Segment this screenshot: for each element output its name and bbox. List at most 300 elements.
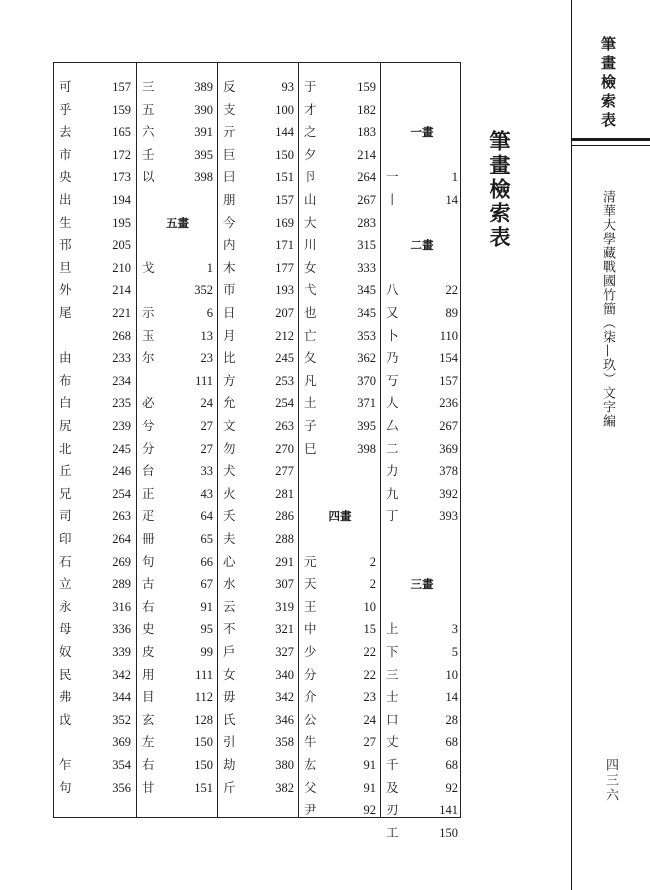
entry-character: 刃 [386,802,399,818]
entry-character: 尻 [59,418,72,433]
entry-character: 永 [59,598,72,614]
entry-character: 一 [386,169,399,185]
entry-page-number: 150 [439,825,458,840]
entry-character: 上 [386,621,399,637]
entry-character: 文 [223,418,236,433]
entry-character: 奴 [59,644,72,659]
entry-character: 三 [386,666,399,682]
entry-page-number: 398 [357,441,376,456]
index-entry [54,370,136,393]
entry-page-number: 2 [369,577,376,592]
entry-character: 厶 [386,418,399,433]
index-entry [54,551,136,574]
entry-page-number: 333 [357,260,376,275]
entry-page-number: 269 [112,554,131,569]
index-entry [381,325,463,348]
entry-character: 介 [304,689,317,705]
entry-page-number: 378 [439,464,458,479]
index-entry [137,302,218,325]
entry-page-number: 5 [451,645,458,659]
entry-page-number: 172 [112,147,131,162]
index-entry [137,505,218,528]
entry-page-number: 22 [445,283,458,298]
index-entry [54,234,136,257]
entry-page-number: 112 [194,690,213,705]
entry-page-number: 288 [275,532,294,546]
stroke-count-heading [381,573,463,596]
entry-page-number: 390 [194,102,213,117]
stroke-count-heading-label: 三畫 [410,577,434,592]
entry-character: 皮 [142,644,155,659]
entry-character: 外 [59,282,72,298]
entry-page-number: 150 [275,147,294,162]
entry-page-number: 66 [200,554,213,569]
index-entry [218,641,299,664]
entry-character: 亓 [223,124,236,140]
index-entry [299,777,381,800]
entry-page-number: 28 [445,712,458,727]
entry-page-number: 358 [275,735,294,750]
entry-character: 勿 [223,440,236,456]
index-entry [137,596,218,619]
entry-page-number: 43 [200,486,213,501]
entry-page-number: 239 [112,419,131,433]
entry-character: 公 [304,711,317,727]
index-entry [137,189,218,212]
index-entry [137,438,218,461]
index-entry [54,573,136,596]
index-entry [218,212,299,235]
index-entry [218,777,299,800]
index-entry [218,121,299,144]
index-entry [137,686,218,709]
index-entry [54,347,136,370]
index-entry [54,279,136,302]
entry-character: 古 [142,576,155,592]
index-entry [299,754,381,777]
index-entry [381,257,463,280]
index-entry [54,596,136,619]
entry-page-number: 291 [275,554,294,569]
entry-page-number: 2 [369,554,376,569]
entry-page-number: 33 [200,464,213,479]
entry-character: 印 [59,531,72,546]
index-entry [381,99,463,122]
index-entry [299,460,381,483]
index-entry [137,370,218,393]
index-entry [54,121,136,144]
entry-page-number: 27 [200,441,213,456]
entry-page-number: 22 [363,667,376,682]
entry-page-number: 24 [200,396,213,411]
entry-page-number: 263 [275,419,294,433]
entry-page-number: 91 [363,758,376,772]
index-entry [137,641,218,664]
index-entry [137,121,218,144]
index-entry [381,460,463,483]
entry-page-number: 382 [275,780,294,795]
index-entry [54,709,136,732]
entry-character: 戈 [142,259,155,275]
index-column-5 [380,62,463,840]
index-entry [218,754,299,777]
entry-character: 玉 [142,327,155,343]
index-entry [54,325,136,348]
index-entry [137,144,218,167]
entry-character: 之 [304,124,317,140]
entry-character: 日 [223,305,236,320]
index-entry [299,392,381,415]
index-entry [299,618,381,641]
index-entry [218,709,299,732]
index-entry [54,528,136,551]
entry-character: 市 [59,146,72,162]
stroke-count-heading-label: 四畫 [328,509,352,524]
index-entry [137,528,218,551]
entry-page-number: 233 [112,351,131,366]
entry-character: 水 [223,576,236,592]
entry-page-number: 344 [112,690,131,705]
entry-character: 五 [142,101,155,117]
entry-character: 工 [386,824,399,840]
stroke-index-table [53,62,461,840]
index-entry [299,731,381,754]
page-title: 筆畫檢索表 [487,130,512,250]
index-entry [299,799,381,822]
entry-page-number: 194 [112,193,131,207]
entry-page-number: 245 [275,351,294,366]
entry-character: 父 [304,779,317,795]
entry-page-number: 23 [363,690,376,705]
entry-page-number: 91 [363,780,376,795]
index-entry [381,686,463,709]
entry-page-number: 254 [275,396,294,411]
index-entry [299,347,381,370]
index-entry [218,483,299,506]
index-entry [137,551,218,574]
stroke-count-heading [137,212,218,235]
entry-character: 女 [223,666,236,682]
index-entry [381,754,463,777]
sidebar-thick-rule [571,138,650,141]
index-entry [381,347,463,370]
entry-page-number: 270 [275,441,294,456]
entry-page-number: 253 [275,373,294,388]
index-entry [381,822,463,845]
entry-page-number: 92 [363,803,376,818]
entry-character: 母 [59,621,72,637]
index-entry [137,618,218,641]
entry-page-number: 91 [200,599,213,614]
entry-page-number: 315 [357,238,376,253]
entry-character: 今 [223,214,236,230]
entry-character: 乃 [386,350,399,366]
index-entry [137,664,218,687]
entry-page-number: 205 [112,238,131,253]
entry-page-number: 151 [194,780,213,795]
index-entry [381,731,463,754]
entry-page-number: 128 [194,712,213,727]
index-entry [137,234,218,257]
index-entry [54,189,136,212]
stroke-count-heading [381,121,463,144]
index-entry [299,596,381,619]
index-entry [54,438,136,461]
index-entry [381,551,463,574]
entry-character: 下 [386,644,399,659]
index-entry [218,99,299,122]
entry-character: 尾 [59,305,72,320]
index-entry [299,212,381,235]
entry-page-number: 27 [200,419,213,433]
entry-character: 也 [304,305,317,320]
entry-character: 分 [304,666,317,682]
index-entry [137,76,218,99]
entry-character: 朋 [223,192,236,207]
index-entry [381,483,463,506]
entry-character: 比 [223,350,236,366]
index-entry [218,144,299,167]
entry-character: 右 [142,598,155,614]
entry-page-number: 307 [275,577,294,592]
entry-character: 丘 [59,463,72,479]
index-entry [299,551,381,574]
entry-character: 示 [142,305,155,320]
entry-page-number: 246 [112,464,131,479]
stroke-count-heading [299,505,381,528]
entry-page-number: 68 [445,758,458,772]
entry-page-number: 24 [363,712,376,727]
stroke-count-heading-label: 一畫 [410,125,434,140]
running-book-title: 清華大學藏戰國竹簡（柒—玖）文字編 [600,190,615,428]
index-entry [218,76,299,99]
entry-character: 少 [304,644,317,659]
entry-page-number: 353 [357,328,376,343]
entry-page-number: 370 [357,373,376,388]
entry-page-number: 369 [112,735,131,750]
entry-character: 去 [59,124,72,140]
entry-character: 中 [304,621,317,637]
index-entry [137,166,218,189]
entry-character: 布 [59,372,72,388]
entry-character: 于 [304,79,317,94]
entry-page-number: 336 [112,622,131,637]
entry-page-number: 283 [357,215,376,230]
index-entry [137,460,218,483]
entry-page-number: 144 [275,125,294,140]
index-column-2 [136,62,218,817]
index-entry [381,799,463,822]
entry-character: 八 [386,282,399,298]
index-entry [54,664,136,687]
entry-character: 劫 [223,757,236,772]
index-entry [299,664,381,687]
index-entry [218,302,299,325]
index-entry [218,325,299,348]
entry-character: 玄 [142,711,155,727]
entry-page-number: 354 [112,758,131,772]
index-entry [381,618,463,641]
entry-character: 丨 [386,192,399,207]
index-entry [381,641,463,664]
index-entry [299,483,381,506]
entry-character: 女 [304,259,317,275]
entry-character: 石 [59,553,72,569]
index-entry [54,505,136,528]
entry-character: 目 [142,689,155,705]
index-entry [381,528,463,551]
entry-page-number: 356 [112,780,131,795]
entry-page-number: 281 [275,486,294,501]
entry-page-number: 23 [200,351,213,366]
entry-character: 斤 [223,779,236,795]
entry-page-number: 321 [275,622,294,637]
entry-page-number: 235 [112,396,131,411]
entry-page-number: 154 [439,351,458,366]
entry-page-number: 92 [445,780,458,795]
entry-character: 凡 [304,372,317,388]
entry-character: 夭 [223,508,236,524]
index-entry [299,302,381,325]
index-entry [299,415,381,438]
entry-character: 戶 [223,644,236,659]
entry-page-number: 159 [357,80,376,94]
index-entry [299,370,381,393]
index-entry [218,664,299,687]
index-entry [299,234,381,257]
entry-character: 二 [386,440,399,456]
stroke-count-heading-label: 二畫 [410,238,434,253]
entry-character: 戉 [59,711,72,727]
index-entry [218,528,299,551]
entry-character: 右 [142,757,155,772]
entry-page-number: 171 [275,238,294,253]
entry-page-number: 173 [112,170,131,185]
entry-page-number: 111 [195,373,213,388]
entry-character: 疋 [142,508,155,524]
entry-character: 台 [142,463,155,479]
entry-character: 立 [59,576,72,592]
entry-character: 生 [59,214,72,230]
entry-page-number: 110 [439,328,458,343]
index-entry [381,415,463,438]
entry-character: 可 [59,79,72,94]
entry-page-number: 352 [112,712,131,727]
index-entry [299,686,381,709]
entry-character: 千 [386,757,399,772]
index-entry [54,460,136,483]
entry-character: 子 [304,418,317,433]
stroke-count-heading [381,234,463,257]
entry-character: 引 [223,734,236,750]
index-entry [54,483,136,506]
entry-page-number: 362 [357,351,376,366]
entry-character: 丈 [386,734,399,750]
entry-character: 兮 [142,418,155,433]
index-entry [381,76,463,99]
index-entry [218,279,299,302]
entry-page-number: 345 [357,306,376,320]
entry-character: 由 [59,350,72,366]
entry-page-number: 214 [112,283,131,298]
entry-page-number: 150 [194,735,213,750]
index-entry [218,438,299,461]
entry-page-number: 151 [275,170,294,185]
entry-character: 乍 [59,757,72,772]
entry-character: 三 [142,79,155,94]
entry-character: 巨 [223,146,236,162]
entry-page-number: 6 [206,306,213,320]
index-entry [218,596,299,619]
index-entry [299,279,381,302]
entry-page-number: 1 [206,260,213,275]
entry-page-number: 395 [357,419,376,433]
index-entry [218,686,299,709]
entry-character: 弋 [304,282,317,298]
entry-character: 反 [223,79,236,94]
entry-character: 才 [304,101,317,117]
entry-page-number: 352 [194,283,213,298]
entry-character: 六 [142,124,155,140]
entry-character: 亡 [304,327,317,343]
entry-page-number: 221 [112,306,131,320]
sidebar-vertical-rule [571,0,572,890]
entry-page-number: 389 [194,80,213,94]
index-entry [381,664,463,687]
index-entry [299,709,381,732]
index-entry [299,76,381,99]
entry-page-number: 3 [451,622,458,637]
entry-character: 月 [223,327,236,343]
entry-character: 句 [59,779,72,795]
entry-page-number: 68 [445,735,458,750]
entry-page-number: 369 [439,441,458,456]
entry-page-number: 210 [112,260,131,275]
index-entry [54,302,136,325]
entry-page-number: 380 [275,758,294,772]
index-entry [137,347,218,370]
entry-page-number: 99 [200,645,213,659]
entry-page-number: 277 [275,464,294,479]
entry-page-number: 340 [275,667,294,682]
entry-page-number: 193 [275,283,294,298]
index-entry [299,573,381,596]
entry-page-number: 195 [112,215,131,230]
index-entry [218,551,299,574]
entry-page-number: 267 [439,419,458,433]
entry-character: 民 [59,666,72,682]
entry-page-number: 157 [112,80,131,94]
entry-character: 白 [59,395,72,411]
entry-page-number: 245 [112,441,131,456]
entry-page-number: 339 [112,645,131,659]
index-entry [218,257,299,280]
entry-page-number: 327 [275,645,294,659]
index-entry [218,189,299,212]
entry-character: 卜 [386,327,399,343]
index-entry [54,641,136,664]
entry-page-number: 392 [439,486,458,501]
entry-character: 川 [304,237,317,253]
entry-page-number: 395 [194,147,213,162]
entry-character: 邗 [59,237,72,253]
index-entry [299,189,381,212]
entry-character: 史 [142,621,155,637]
entry-character: 大 [304,214,317,230]
entry-character: 木 [223,259,236,275]
entry-page-number: 100 [275,102,294,117]
entry-character: 山 [304,192,317,207]
